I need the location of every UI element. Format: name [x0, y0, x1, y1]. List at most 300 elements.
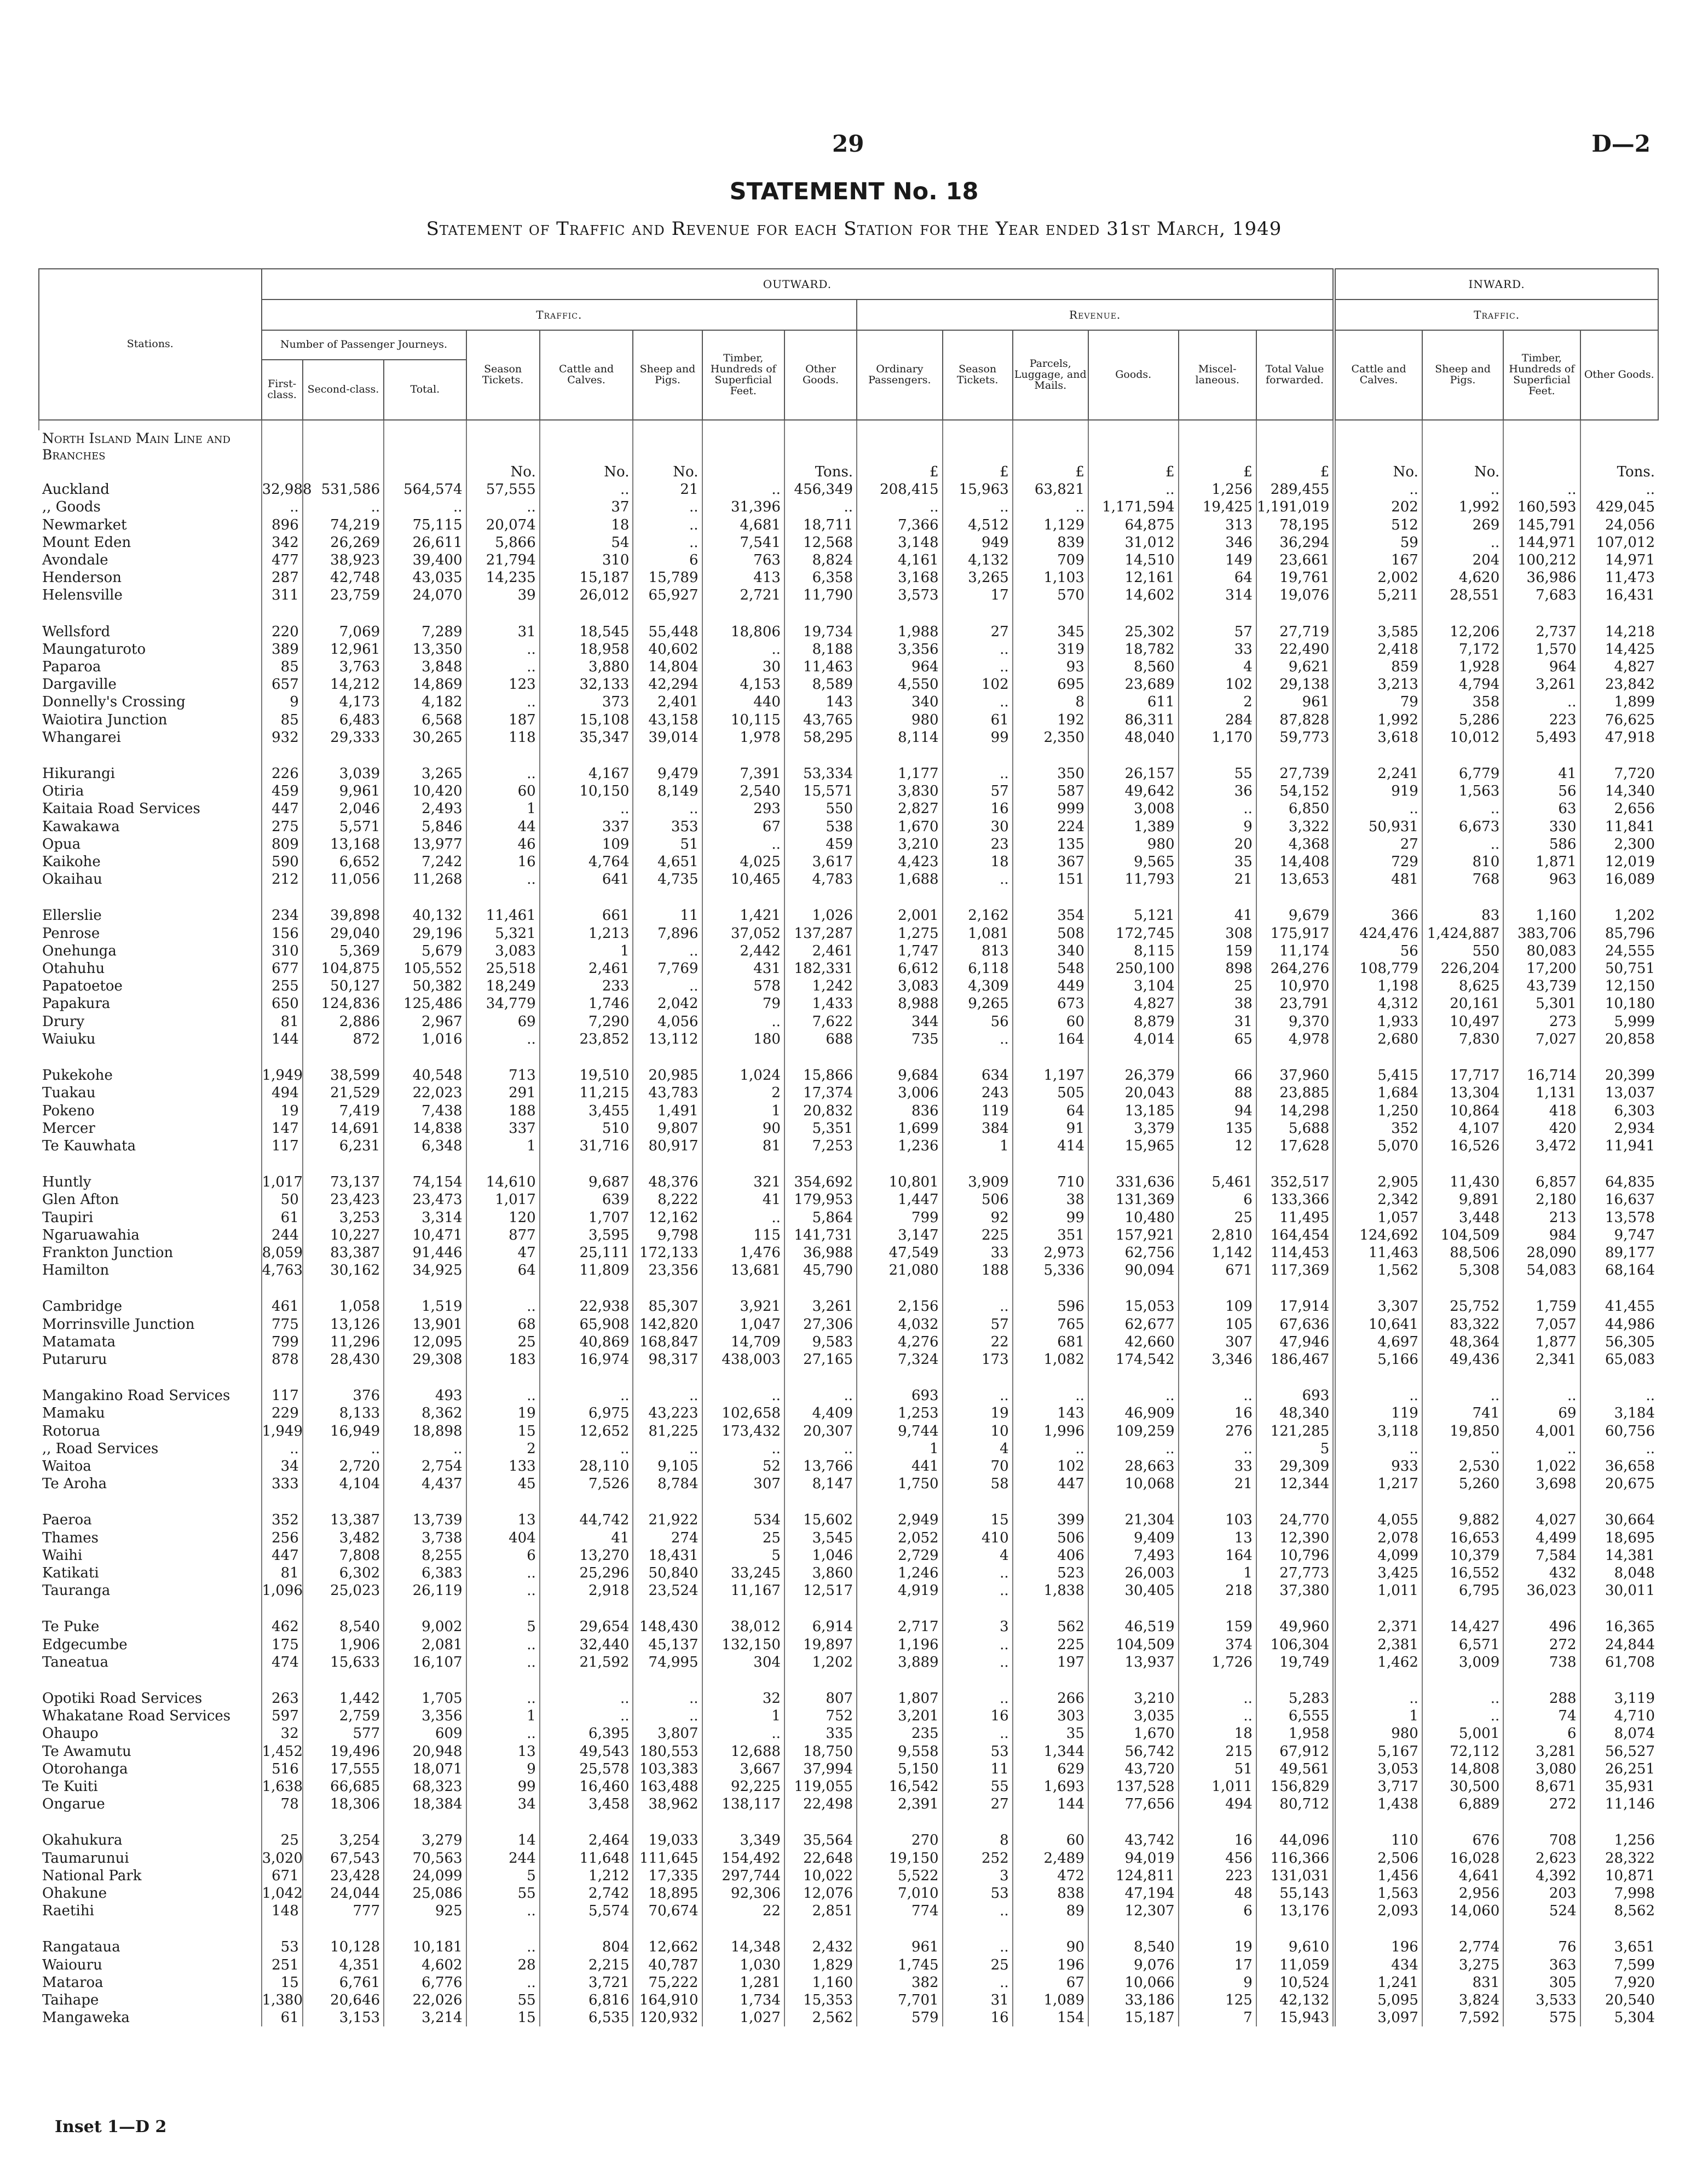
- table-cell: 20,399: [1580, 1067, 1658, 1084]
- gap-cell: [1422, 1279, 1503, 1298]
- gap-cell: [1088, 1599, 1179, 1618]
- table-cell: 4,651: [633, 853, 702, 871]
- table-cell: 28: [466, 1956, 540, 1974]
- table-cell: 3,210: [1088, 1690, 1179, 1707]
- table-cell: 2,918: [540, 1582, 633, 1599]
- table-cell: 634: [943, 1067, 1013, 1084]
- table-cell: 8,540: [1088, 1938, 1179, 1956]
- table-cell: 26,003: [1088, 1564, 1179, 1582]
- table-body: [39, 420, 1658, 2026]
- units-row: [39, 463, 1658, 481]
- table-cell: 159: [1179, 942, 1256, 960]
- table-cell: 14,348: [702, 1938, 784, 1956]
- gap-cell: [540, 1671, 633, 1690]
- table-cell: 872: [303, 1030, 384, 1048]
- table-cell: 65: [1179, 1030, 1256, 1048]
- table-cell: ..: [633, 1707, 702, 1725]
- table-cell: 3,595: [540, 1226, 633, 1244]
- table-cell: 5,574: [540, 1902, 633, 1920]
- station-name: Dargaville: [42, 676, 117, 693]
- table-cell: 276: [1179, 1422, 1256, 1440]
- table-cell: 16,637: [1580, 1191, 1658, 1208]
- gap-cell: [784, 1279, 857, 1298]
- table-cell: 31: [1179, 1013, 1256, 1030]
- table-cell: 5,283: [1256, 1690, 1334, 1707]
- section-title-cell: [1088, 430, 1179, 463]
- table-cell: 117: [262, 1137, 303, 1155]
- table-cell: 8,988: [857, 995, 943, 1012]
- gap-cell: [262, 604, 303, 623]
- table-cell: 28,551: [1422, 586, 1503, 604]
- table-cell: 2,001: [857, 907, 943, 924]
- table-cell: 19,150: [857, 1850, 943, 1867]
- table-cell: 1,256: [1179, 481, 1256, 498]
- table-cell: 10,066: [1088, 1974, 1179, 1991]
- table-cell: 1,958: [1256, 1725, 1334, 1742]
- table-cell: 40,132: [384, 907, 466, 924]
- table-cell: 1,438: [1334, 1795, 1422, 1813]
- table-cell: 8,540: [303, 1618, 384, 1635]
- table-cell: 13,653: [1256, 871, 1334, 888]
- table-cell: 9: [262, 693, 303, 711]
- table-cell: 399: [1013, 1511, 1088, 1529]
- table-cell: 333: [262, 1475, 303, 1493]
- table-cell: 50: [262, 1191, 303, 1208]
- table-cell: 16: [943, 800, 1013, 817]
- table-cell: 22,648: [784, 1850, 857, 1867]
- table-row: [39, 676, 1658, 693]
- table-cell: 23,689: [1088, 676, 1179, 693]
- table-cell: 878: [262, 1351, 303, 1368]
- table-cell: 2,381: [1334, 1636, 1422, 1654]
- gap-cell: [1422, 1048, 1503, 1067]
- table-cell: 61: [943, 711, 1013, 729]
- miscellaneous-header: Miscel-laneous.: [1179, 330, 1256, 420]
- table-cell: 414: [1013, 1137, 1088, 1155]
- table-cell: 49,561: [1256, 1760, 1334, 1778]
- gap-cell: [384, 604, 466, 623]
- table-cell: 35: [1179, 853, 1256, 871]
- table-cell: ..: [303, 498, 384, 516]
- gap-cell: [1334, 1599, 1422, 1618]
- table-cell: 6,850: [1256, 800, 1334, 817]
- gap-cell: [1013, 1671, 1088, 1690]
- table-cell: 90: [1013, 1938, 1088, 1956]
- table-cell: 80,083: [1503, 942, 1580, 960]
- gap-cell: [1580, 1599, 1658, 1618]
- table-cell: 54: [540, 534, 633, 551]
- table-cell: 10,471: [384, 1226, 466, 1244]
- total-journeys-header: Total.: [384, 360, 466, 420]
- table-cell: 12,019: [1580, 853, 1658, 871]
- table-cell: ..: [1334, 1387, 1422, 1404]
- gap-cell: [1179, 1368, 1256, 1387]
- table-row: [39, 818, 1658, 836]
- gap-cell: [1503, 888, 1580, 907]
- table-cell: 19,749: [1256, 1654, 1334, 1671]
- station-name: Auckland: [42, 481, 110, 498]
- gap-cell: [1422, 604, 1503, 623]
- table-cell: 1,096: [262, 1582, 303, 1599]
- table-cell: 27,773: [1256, 1564, 1334, 1582]
- table-cell: 14,235: [466, 569, 540, 586]
- table-cell: 102,658: [702, 1404, 784, 1422]
- table-cell: 14: [466, 1832, 540, 1849]
- table-cell: 18,782: [1088, 641, 1179, 658]
- table-cell: 6,652: [303, 853, 384, 871]
- table-cell: 1,253: [857, 1404, 943, 1422]
- table-cell: 4: [1179, 658, 1256, 676]
- gap-cell: [1334, 1493, 1422, 1511]
- table-cell: 41: [1503, 765, 1580, 782]
- table-cell: 308: [1179, 925, 1256, 942]
- table-cell: 56,527: [1580, 1743, 1658, 1760]
- table-cell: 135: [1013, 836, 1088, 853]
- table-cell: 12,662: [633, 1938, 702, 1956]
- table-cell: 16: [1179, 1404, 1256, 1422]
- table-cell: 30,405: [1088, 1582, 1179, 1599]
- station-name: Katikati: [42, 1564, 99, 1581]
- table-cell: 52: [702, 1458, 784, 1475]
- table-cell: 340: [857, 693, 943, 711]
- inward-other-goods-header: Other Goods.: [1580, 330, 1658, 420]
- table-cell: 577: [303, 1725, 384, 1742]
- table-cell: ..: [943, 1654, 1013, 1671]
- table-cell: 224: [1013, 818, 1088, 836]
- gap-cell: [784, 1671, 857, 1690]
- table-cell: 3,265: [943, 569, 1013, 586]
- table-cell: ..: [1334, 800, 1422, 817]
- table-cell: 40,787: [633, 1956, 702, 1974]
- table-row: [39, 1262, 1658, 1279]
- table-cell: 896: [262, 516, 303, 534]
- table-row: [39, 1244, 1658, 1262]
- gap-cell: [633, 1813, 702, 1832]
- table-cell: 13: [1179, 1529, 1256, 1547]
- table-cell: 10,115: [702, 711, 784, 729]
- table-cell: 708: [1503, 1832, 1580, 1849]
- station-name: Mangakino Road Services: [42, 1387, 230, 1404]
- table-cell: 157,921: [1088, 1226, 1179, 1244]
- table-cell: ..: [1422, 1707, 1503, 1725]
- table-cell: 7,438: [384, 1102, 466, 1120]
- units-label: [39, 463, 262, 481]
- station-name: Ngaruawahia: [42, 1226, 140, 1243]
- table-cell: 15,571: [784, 782, 857, 800]
- table-cell: 933: [1334, 1458, 1422, 1475]
- table-cell: 272: [1503, 1636, 1580, 1654]
- table-cell: 1,131: [1503, 1084, 1580, 1102]
- table-cell: 144,971: [1503, 534, 1580, 551]
- table-cell: 1,871: [1503, 853, 1580, 871]
- gap-cell: [39, 604, 262, 623]
- table-cell: 9,747: [1580, 1226, 1658, 1244]
- table-cell: 63,821: [1013, 481, 1088, 498]
- table-cell: 6: [1179, 1902, 1256, 1920]
- table-cell: 13,937: [1088, 1654, 1179, 1671]
- table-cell: 657: [262, 676, 303, 693]
- table-cell: 366: [1334, 907, 1422, 924]
- table-cell: 109: [1179, 1298, 1256, 1315]
- table-cell: 41: [702, 1191, 784, 1208]
- table-cell: 9,798: [633, 1226, 702, 1244]
- table-cell: 434: [1334, 1956, 1422, 1974]
- table-cell: 438,003: [702, 1351, 784, 1368]
- table-cell: 104,875: [303, 960, 384, 977]
- table-cell: 188: [943, 1262, 1013, 1279]
- table-cell: 777: [303, 1902, 384, 1920]
- group-gap: [39, 1920, 1658, 1938]
- table-cell: 67,912: [1256, 1743, 1334, 1760]
- table-cell: 61,708: [1580, 1654, 1658, 1671]
- table-cell: 548: [1013, 960, 1088, 977]
- table-cell: 1,241: [1334, 1974, 1422, 1991]
- gap-cell: [633, 1048, 702, 1067]
- table-cell: 429,045: [1580, 498, 1658, 516]
- table-row: [39, 1084, 1658, 1102]
- table-cell: 4,512: [943, 516, 1013, 534]
- table-cell: 1,906: [303, 1636, 384, 1654]
- table-cell: 123: [466, 676, 540, 693]
- table-cell: ..: [943, 1725, 1013, 1742]
- gap-cell: [1088, 1048, 1179, 1067]
- station-name: Frankton Junction: [42, 1244, 174, 1261]
- table-row: [39, 1137, 1658, 1155]
- table-cell: 2,489: [1013, 1850, 1088, 1867]
- table-cell: 12,344: [1256, 1475, 1334, 1493]
- gap-cell: [384, 1493, 466, 1511]
- table-cell: 3,168: [857, 569, 943, 586]
- table-cell: 6,358: [784, 569, 857, 586]
- table-cell: 13,578: [1580, 1209, 1658, 1226]
- station-name: Onehunga: [42, 942, 117, 959]
- table-cell: 2,720: [303, 1458, 384, 1475]
- table-cell: 68,323: [384, 1778, 466, 1795]
- gap-cell: [1334, 1920, 1422, 1938]
- table-cell: 20,540: [1580, 1991, 1658, 2009]
- table-cell: 7,027: [1503, 1030, 1580, 1048]
- table-cell: 961: [1256, 693, 1334, 711]
- section-title-cell: [1503, 430, 1580, 463]
- table-row: [39, 1191, 1658, 1208]
- table-cell: 19: [1179, 1938, 1256, 1956]
- section-title-row: [39, 430, 1658, 463]
- table-cell: 506: [943, 1191, 1013, 1208]
- table-cell: 10,864: [1422, 1102, 1503, 1120]
- table-cell: 3,213: [1334, 676, 1422, 693]
- station-name: ,, Road Services: [42, 1440, 159, 1457]
- station-name: Huntly: [42, 1174, 91, 1191]
- station-name: Papatoetoe: [42, 978, 123, 995]
- table-cell: 5,211: [1334, 586, 1422, 604]
- gap-cell: [1179, 1599, 1256, 1618]
- table-cell: 1,699: [857, 1120, 943, 1137]
- table-cell: 3,425: [1334, 1564, 1422, 1582]
- table-cell: 28,090: [1503, 1244, 1580, 1262]
- gap-cell: [303, 1813, 384, 1832]
- table-cell: 5: [466, 1618, 540, 1635]
- table-cell: 964: [857, 658, 943, 676]
- table-cell: 218: [1179, 1582, 1256, 1599]
- table-cell: ..: [1334, 481, 1422, 498]
- table-cell: 154,492: [702, 1850, 784, 1867]
- section-title-cell: [702, 430, 784, 463]
- table-cell: ..: [943, 1564, 1013, 1582]
- table-row: [39, 1778, 1658, 1795]
- table-cell: ..: [943, 1636, 1013, 1654]
- section-title: North Island Main Line and Branches: [42, 430, 230, 463]
- station-name: Waiotira Junction: [42, 711, 168, 728]
- table-cell: 172,745: [1088, 925, 1179, 942]
- table-cell: 17,717: [1422, 1067, 1503, 1084]
- gap-cell: [39, 746, 262, 765]
- table-cell: ..: [466, 1030, 540, 1048]
- table-cell: 4,681: [702, 516, 784, 534]
- spacer-cell: [702, 420, 784, 430]
- table-cell: 3,265: [384, 765, 466, 782]
- table-cell: ..: [1179, 1707, 1256, 1725]
- table-cell: 47,194: [1088, 1885, 1179, 1902]
- gap-cell: [1580, 1813, 1658, 1832]
- table-cell: 16,365: [1580, 1618, 1658, 1635]
- table-cell: 579: [857, 2009, 943, 2026]
- table-cell: 4,182: [384, 693, 466, 711]
- table-cell: 2,562: [784, 2009, 857, 2026]
- table-cell: 1,191,019: [1256, 498, 1334, 516]
- table-cell: 1,433: [784, 995, 857, 1012]
- gap-cell: [1013, 1368, 1088, 1387]
- table-cell: 763: [702, 551, 784, 569]
- table-cell: 56: [1503, 782, 1580, 800]
- table-cell: ..: [943, 1902, 1013, 1920]
- table-row: [39, 1850, 1658, 1867]
- table-cell: 1,424,887: [1422, 925, 1503, 942]
- table-cell: 1,016: [384, 1030, 466, 1048]
- table-cell: 9: [1179, 1974, 1256, 1991]
- table-cell: 28,110: [540, 1458, 633, 1475]
- table-cell: 274: [633, 1529, 702, 1547]
- table-cell: 3,585: [1334, 623, 1422, 641]
- table-cell: 135: [1179, 1120, 1256, 1137]
- table-cell: 9,076: [1088, 1956, 1179, 1974]
- table-cell: 23,791: [1256, 995, 1334, 1012]
- table-cell: 2,052: [857, 1529, 943, 1547]
- table-cell: 18,431: [633, 1547, 702, 1564]
- spacer-cell: [1334, 420, 1422, 430]
- table-cell: 53: [262, 1938, 303, 1956]
- station-name: ,, Goods: [42, 499, 101, 516]
- table-cell: 1,442: [303, 1690, 384, 1707]
- table-cell: 186,467: [1256, 1351, 1334, 1368]
- table-cell: 202: [1334, 498, 1422, 516]
- table-cell: 5: [466, 1867, 540, 1885]
- gap-cell: [1422, 1920, 1503, 1938]
- table-row: [39, 1422, 1658, 1440]
- table-cell: 49,543: [540, 1743, 633, 1760]
- table-cell: 1,807: [857, 1690, 943, 1707]
- station-name: Penrose: [42, 925, 100, 942]
- gap-cell: [1013, 1279, 1088, 1298]
- table-cell: 109,259: [1088, 1422, 1179, 1440]
- table-cell: 43,783: [633, 1084, 702, 1102]
- gap-cell: [633, 1599, 702, 1618]
- table-cell: 7,701: [857, 1991, 943, 2009]
- station-name: Ohaupo: [42, 1725, 99, 1742]
- table-cell: 75,115: [384, 516, 466, 534]
- table-cell: 88,506: [1422, 1244, 1503, 1262]
- table-cell: 10,150: [540, 782, 633, 800]
- table-cell: ..: [466, 641, 540, 658]
- spacer-cell: [1580, 420, 1658, 430]
- table-cell: 55: [1179, 765, 1256, 782]
- table-cell: 24,770: [1256, 1511, 1334, 1529]
- table-cell: 1,570: [1503, 641, 1580, 658]
- table-cell: 20,307: [784, 1422, 857, 1440]
- table-row: [39, 1564, 1658, 1582]
- table-cell: 8,625: [1422, 977, 1503, 995]
- table-cell: 8,671: [1503, 1778, 1580, 1795]
- table-cell: 164: [1179, 1547, 1256, 1564]
- table-row: [39, 641, 1658, 658]
- group-gap: [39, 1368, 1658, 1387]
- table-cell: 597: [262, 1707, 303, 1725]
- table-cell: 23,524: [633, 1582, 702, 1599]
- section-title-cell: [1580, 430, 1658, 463]
- table-cell: 21: [633, 481, 702, 498]
- gap-cell: [1334, 1279, 1422, 1298]
- table-cell: 111,645: [633, 1850, 702, 1867]
- table-cell: 1,421: [702, 907, 784, 924]
- station-name: Kaitaia Road Services: [42, 800, 200, 817]
- statement-title: STATEMENT No. 18: [729, 178, 979, 205]
- table-cell: 10,480: [1088, 1209, 1179, 1226]
- table-cell: 461: [262, 1298, 303, 1315]
- table-cell: 33: [943, 1244, 1013, 1262]
- table-cell: 16,107: [384, 1654, 466, 1671]
- timber-header: Timber, Hundreds of Superficial Feet.: [702, 330, 784, 420]
- table-cell: ..: [702, 641, 784, 658]
- group-gap: [39, 1813, 1658, 1832]
- table-cell: 4,161: [857, 551, 943, 569]
- table-cell: 43,765: [784, 711, 857, 729]
- table-cell: 839: [1013, 534, 1088, 551]
- table-cell: 304: [702, 1654, 784, 1671]
- table-cell: ..: [633, 534, 702, 551]
- station-name: Te Aroha: [42, 1476, 107, 1493]
- table-cell: 85: [262, 711, 303, 729]
- gap-cell: [1503, 746, 1580, 765]
- table-cell: 19: [262, 1102, 303, 1120]
- table-cell: 3,824: [1422, 1991, 1503, 2009]
- spacer-cell: [540, 420, 633, 430]
- table-cell: 10,801: [857, 1173, 943, 1191]
- table-cell: 203: [1503, 1885, 1580, 1902]
- table-cell: 14,971: [1580, 551, 1658, 569]
- table-cell: 5,336: [1013, 1262, 1088, 1279]
- table-cell: 2,851: [784, 1902, 857, 1920]
- table-cell: 1,519: [384, 1298, 466, 1315]
- table-cell: 13,901: [384, 1316, 466, 1333]
- gap-cell: [303, 1048, 384, 1067]
- gap-cell: [1088, 604, 1179, 623]
- unit-label: [262, 463, 303, 481]
- table-cell: 34,925: [384, 1262, 466, 1279]
- table-cell: 11,059: [1256, 1956, 1334, 1974]
- table-cell: 413: [702, 569, 784, 586]
- gap-cell: [384, 1048, 466, 1067]
- gap-cell: [384, 1279, 466, 1298]
- table-cell: ..: [943, 1582, 1013, 1599]
